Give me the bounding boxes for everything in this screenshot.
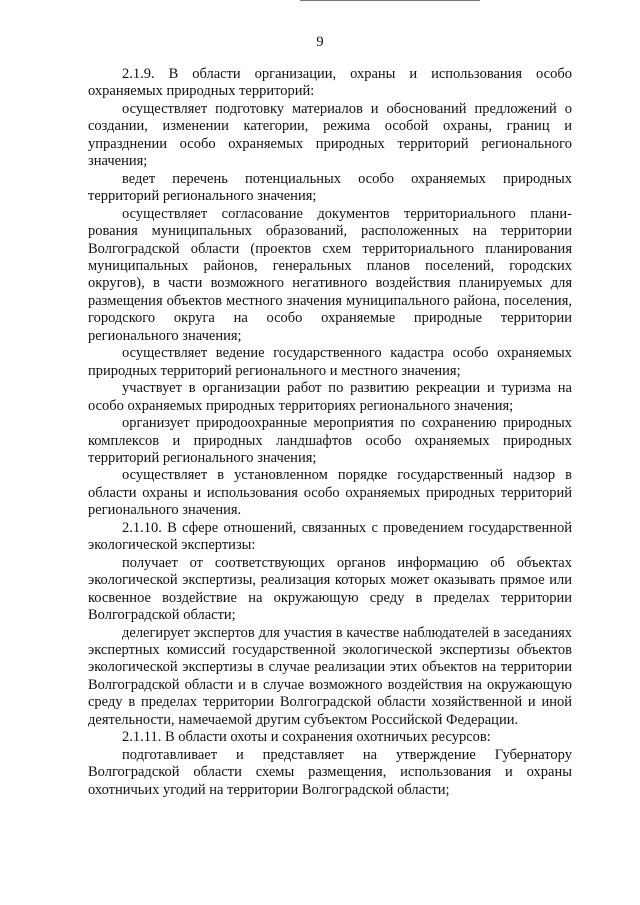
section-heading-2-1-9: 2.1.9. В области организации, охраны и использования особо охраняемых природных территорий: bbox=[88, 66, 572, 100]
clause-paragraph: ведет перечень потенциальных особо охраняемых природных территорий регионального значения; bbox=[88, 170, 572, 205]
clause-paragraph: осуществляет ведение государственного кадастра особо охраняемых природных территорий регионального и местного значения; bbox=[88, 345, 572, 379]
clause-paragraph: организует природоохранные мероприятия по сохранению природных комплексов и природных ландшафтов особо охраняемых природных территорий регионального значения; bbox=[88, 415, 572, 466]
clause-paragraph: участвует в организации работ по развитию рекреации и туризма на особо охраняемых природных территориях регионального значения; bbox=[88, 380, 572, 414]
document-body bbox=[88, 66, 572, 799]
clause-paragraph: осуществляет подготовку материалов и обоснований предложений о создании, изменении категории, режима особой охраны, границ и упразднении особо охраняемых природных территорий регионального значения; bbox=[88, 100, 572, 170]
section-heading-2-1-11: 2.1.11. В области охоты и сохранения охотничьих ресурсов: bbox=[122, 729, 491, 746]
section-heading-2-1-10: 2.1.10. В сфере отношений, связанных с проведением государственной экологической экспертизы: bbox=[88, 519, 572, 554]
top-edge-rule bbox=[300, 0, 480, 2]
clause-paragraph: подготавливает и представляет на утверждение Губернатору Волгоградской области схемы размещения, использования и охраны охотничьих угодий на территории Волгоградской области; bbox=[88, 746, 572, 798]
clause-paragraph: осуществляет согласование документов территориального планирования муниципальных образований, расположенных на территории Волгоградской области (проектов схем территориального планирования муниципальных районов, генеральных планов поселений, городских округов), в части возможного негативного воздействия планируемых для размещения объектов местного значения муниципального района, поселения, городского округа на особо охраняемые природные территории регионального значения; bbox=[88, 205, 572, 344]
clause-paragraph: делегирует экспертов для участия в качестве наблюдателей в заседаниях экспертных комиссий государственной экологической экспертизы объектов экологической экспертизы в случае реализации этих объектов на территории Волгоградской области и в случае возможного воздействия на окружающую среду в пределах территории Волгоградской области хозяйственной и иной деятельности, намечаемой другим субъектом Российской Федерации. bbox=[88, 624, 572, 728]
clause-paragraph: получает от соответствующих органов информацию об объектах экологической экспертизы, реализация которых может оказывать прямое или косвенное воздействие на окружающую среду в пределах территории Волгоградской области; bbox=[88, 554, 572, 624]
clause-paragraph: осуществляет в установленном порядке государственный надзор в области охраны и использования особо охраняемых природных территорий регионального значения. bbox=[88, 467, 572, 519]
page-number: 9 bbox=[316, 34, 324, 50]
